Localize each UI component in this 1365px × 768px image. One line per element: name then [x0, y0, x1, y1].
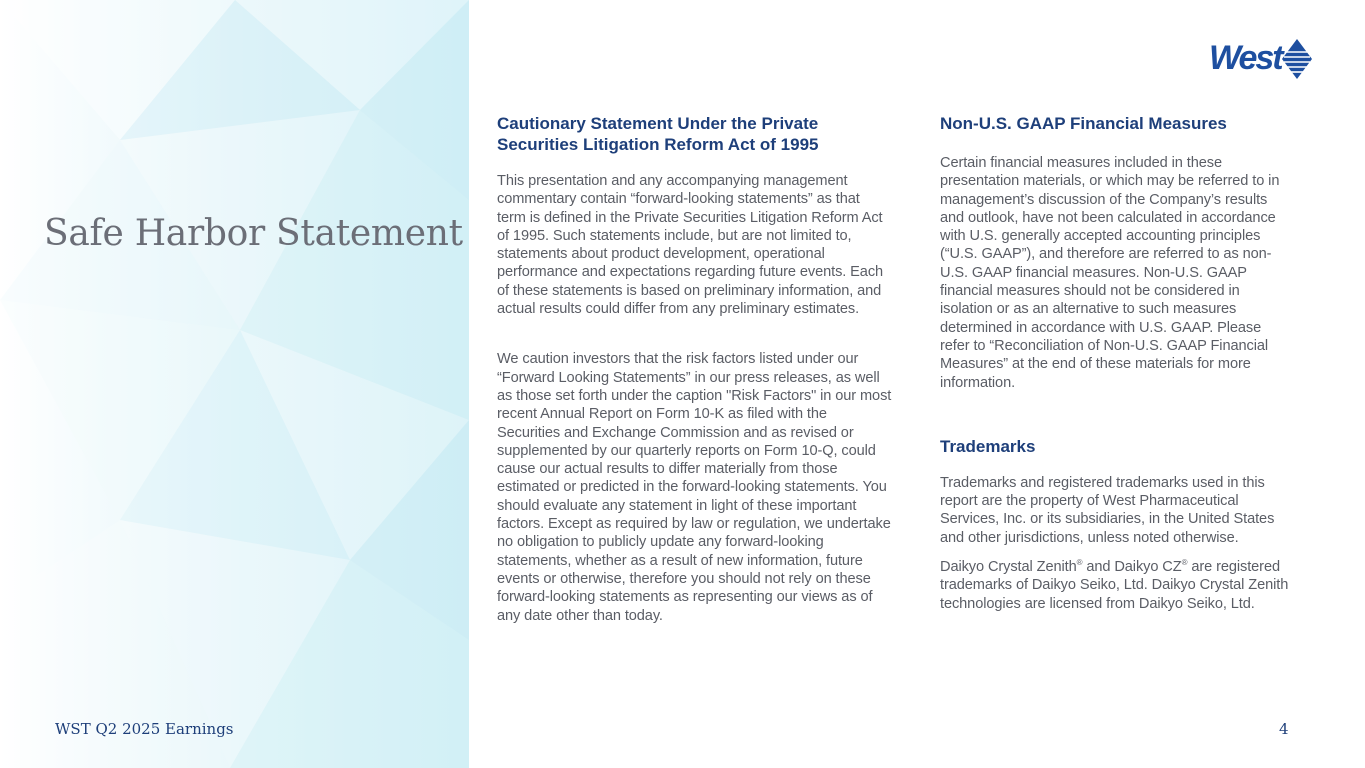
triangle-pattern	[0, 0, 469, 768]
cautionary-heading: Cautionary Statement Under the Private Securities Litigation Reform Act of 1995	[497, 114, 819, 154]
cautionary-statement-column	[497, 113, 892, 625]
cautionary-paragraph-1: This presentation and any accompanying management commentary contain “forward-looking statements” as that term is defined in the Private Securities Litigation Reform Act of 1995. Such statements include, but are not limited to, statements about product development, operational performance and expectations regarding future events. Each of these statements is based on preliminary information, and actual results could differ from any preliminary estimates.	[497, 173, 884, 318]
registered-mark: ®	[1181, 558, 1188, 568]
left-decorative-panel	[0, 0, 469, 768]
slide-title: Safe Harbor Statement	[44, 213, 463, 254]
trademark-text-3: are registered trademarks of Daikyo Seiko, Ltd. Daikyo Crystal Zenith technologies are licensed from Daikyo Seiko, Ltd.	[940, 559, 1289, 612]
west-logo	[1209, 38, 1315, 80]
footer-label: WST Q2 2025 Earnings	[55, 720, 234, 738]
trademarks-paragraph-2	[940, 558, 1292, 613]
non-gaap-trademarks-column	[940, 113, 1292, 613]
page-number: 4	[1279, 720, 1289, 738]
trademark-text-1: Daikyo Crystal Zenith	[940, 559, 1077, 576]
non-gaap-paragraph: Certain financial measures included in these presentation materials, or which may be referred to in management’s discussion of the Company’s results and outlook, have not been calculated in accordance with U.S. generally accepted accounting principles (“U.S. GAAP”), and therefore are referred to as non-U.S. GAAP financial measures. Non-U.S. GAAP financial measures should not be considered in isolation or as an alternative to such measures determined in accordance with U.S. GAAP. Please refer to “Reconciliation of Non-U.S. GAAP Financial Measures” at the end of these materials for more information.	[940, 155, 1280, 391]
non-gaap-heading: Non-U.S. GAAP Financial Measures	[940, 114, 1227, 133]
logo-wordmark: West	[1209, 39, 1282, 77]
trademarks-paragraph-1: Trademarks and registered trademarks used in this report are the property of West Pharmaceutical Services, Inc. or its subsidiaries, in the United States and other jurisdictions, unless noted otherwise.	[940, 474, 1275, 546]
trademark-text-2: and Daikyo CZ	[1082, 559, 1182, 576]
west-diamond-logo-icon	[1281, 38, 1313, 80]
cautionary-paragraph-2: We caution investors that the risk factors listed under our “Forward Looking Statements” in our press releases, as well as those set forth under the caption "Risk Factors" in our most recent Annual Report on Form 10-K as filed with the Securities and Exchange Commission and as revised or supplemented by our quarterly reports on Form 10-Q, could cause our actual results to differ materially from those estimated or predicted in the forward-looking statements. You should evaluate any statement in light of these important factors. Except as required by law or regulation, we undertake no obligation to publicly update any forward-looking statements, whether as a result of new information, future events or otherwise, therefore you should not rely on these forward-looking statements as representing our views as of any date other than today.	[497, 351, 892, 624]
trademarks-heading: Trademarks	[940, 436, 1036, 456]
registered-mark: ®	[1076, 558, 1083, 568]
